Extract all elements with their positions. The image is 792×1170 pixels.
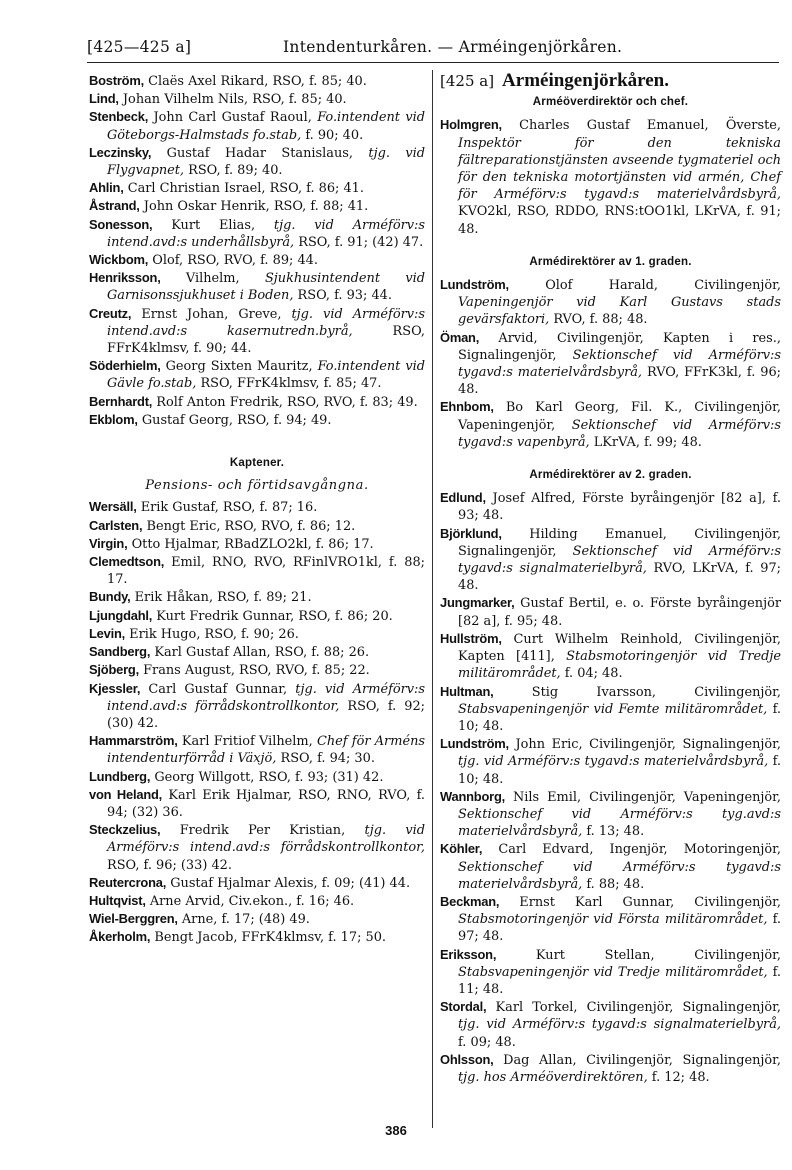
- entry-pre: Karl Erik Hjalmar, RSO, RNO, RVO, f. 94; (32) 36.: [107, 787, 426, 820]
- entry-pre: Karl Gustaf Allan, RSO, f. 88; 26.: [150, 645, 370, 661]
- spacer: [440, 451, 781, 463]
- entry-pre: Bengt Jacob, FFrK4klmsv, f. 17; 50.: [150, 930, 387, 946]
- entry-pre: Gustaf Bertil, e. o. Förste byråingenjör [82 a], f. 95; 48.: [458, 596, 781, 629]
- entry-name: Lundström,: [440, 736, 509, 752]
- entry-name: Hullström,: [440, 630, 502, 646]
- entry-name: Creutz,: [89, 305, 132, 321]
- entry-pre: Carl Gustaf Gunnar,: [140, 681, 296, 697]
- list-item: [440, 329, 781, 399]
- entry-name: Jungmarker,: [440, 595, 515, 611]
- entry-post: f. 11; 48.: [458, 964, 781, 997]
- section-subheading: Pensions- och förtidsavgångna.: [145, 478, 369, 494]
- entry-pre: Nils Emil, Civilingenjör, Vapeningenjör,: [505, 789, 781, 805]
- entry-pre: Gustaf Hjalmar Alexis, f. 09; (41) 44.: [166, 875, 411, 891]
- entry-name: Leczinsky,: [89, 144, 152, 160]
- list-item: [89, 144, 425, 179]
- entry-name: von Heland,: [89, 786, 163, 802]
- entry-name: Wiel-Berggren,: [89, 911, 178, 927]
- entry-name: Ahlin,: [89, 180, 124, 196]
- entry-name: Öman,: [440, 329, 480, 345]
- running-header: [87, 38, 777, 62]
- entry-pre: Bo Karl Georg, Fil. K., Civilingenjör, Vapeningenjör,: [458, 400, 781, 433]
- right-column: [440, 72, 781, 1086]
- list-item: [89, 108, 425, 143]
- entry-pre: Hilding Emanuel, Civilingenjör, Signalingenjör,: [458, 526, 781, 559]
- entry-post: f. 97; 48.: [458, 912, 781, 945]
- entry-name: Åkerholm,: [89, 929, 151, 945]
- entry-list: [89, 498, 425, 946]
- list-item: [89, 643, 425, 661]
- list-item: [89, 768, 425, 786]
- entry-title: tjg. vid Arméförv:s intend.avd:s förrådskontrollkontor,: [107, 823, 426, 856]
- entry-title: Stabsmotoringenjör vid Första militärområdet,: [458, 912, 768, 928]
- entry-name: Wannborg,: [440, 788, 506, 804]
- entry-pre: Erik Hugo, RSO, f. 90; 26.: [125, 626, 299, 642]
- entry-post: RSO, f. 93; 44.: [293, 288, 392, 304]
- entry-post: RSO, f. 89; 40.: [184, 163, 283, 179]
- list-item: [89, 661, 425, 679]
- entry-name: Söderhielm,: [89, 358, 161, 374]
- section-heading: Kaptener.: [229, 457, 285, 470]
- entry-name: Reutercrona,: [89, 874, 167, 890]
- list-item: [89, 411, 425, 429]
- entry-title: tjg. vid Arméförv:s tygavd:s materielvårdsbyrå,: [458, 754, 769, 770]
- list-item: [440, 946, 781, 999]
- entry-post: RSO, f. 92; (30) 42.: [107, 698, 425, 731]
- entry-name: Edlund,: [440, 490, 486, 506]
- entry-post: f. 10; 48.: [458, 754, 781, 787]
- entry-title: Sektionschef vid Arméförv:s tygavd:s materielvårdsbyrå,: [458, 347, 781, 381]
- entry-name: Lind,: [89, 91, 119, 107]
- entry-post: f. 12; 48.: [647, 1069, 710, 1085]
- entry-pre: Arvid, Civilingenjör, Kapten i res., Signalingenjör,: [458, 330, 781, 363]
- entry-post: f. 13; 48.: [582, 824, 645, 840]
- list-item: [440, 594, 781, 629]
- entry-post: RSO, f. 94; 30.: [276, 751, 375, 767]
- entry-pre: John Eric, Civilingenjör, Signalingenjör,: [508, 737, 781, 753]
- list-item: [89, 732, 425, 767]
- entry-pre: Josef Alfred, Förste byråingenjör [82 a], f. 93; 48.: [458, 491, 781, 524]
- entry-name: Hultman,: [440, 683, 494, 699]
- entry-pre: Bengt Eric, RSO, RVO, f. 86; 12.: [142, 518, 356, 534]
- section-name: Arméingenjörkåren.: [502, 70, 669, 91]
- entry-name: Clemedtson,: [89, 554, 165, 570]
- entry-pre: Gustaf Hadar Stanislaus,: [151, 145, 369, 161]
- list-item: [440, 893, 781, 946]
- entry-title: Sjukhusintendent vid Garnisonssjukhuset i Boden,: [107, 271, 425, 304]
- entry-title: Chef för Arméns intendenturförråd i Växjö,: [107, 734, 425, 767]
- entry-name: Holmgren,: [440, 117, 502, 133]
- list-item: [89, 553, 425, 588]
- entry-name: Virgin,: [89, 535, 128, 551]
- entry-title: tjg. vid Arméförv:s intend.avd:s kasernutredn.byrå,: [107, 306, 425, 339]
- entry-name: Eriksson,: [440, 946, 497, 962]
- entry-pre: John Oskar Henrik, RSO, f. 88; 41.: [139, 199, 369, 215]
- entry-name: Hammarström,: [89, 733, 178, 749]
- list-item: [89, 498, 425, 516]
- list-item: [89, 216, 425, 251]
- entry-pre: Georg Willgott, RSO, f. 93; (31) 42.: [150, 769, 384, 785]
- subsection-heading: Armédirektörer av 2. graden.: [529, 469, 692, 482]
- entry-post: f. 90; 40.: [301, 127, 364, 143]
- list-item: [440, 489, 781, 524]
- list-item: [440, 398, 781, 451]
- entry-title: Inspektör för den tekniska fältreparationstjänsten avseende tygmateriel och för den tekniska motortjänsten vid armén, Chef för Arméförv:s tygavd:s materielvårdsbyrå,: [458, 135, 781, 203]
- entry-title: Stabsvapeningenjör vid Tredje militärområdet,: [458, 964, 768, 980]
- list-item: [440, 276, 781, 329]
- entry-post: f. 09; 48.: [458, 1034, 516, 1050]
- list-item: [89, 535, 425, 553]
- list-item: [89, 357, 425, 392]
- entry-pre: Claës Axel Rikard, RSO, f. 85; 40.: [143, 74, 367, 89]
- entry-pre: Carl Christian Israel, RSO, f. 86; 41.: [123, 181, 364, 197]
- list-item: [440, 683, 781, 736]
- entry-pre: Otto Hjalmar, RBadZLO2kl, f. 86; 17.: [127, 536, 374, 552]
- list-item: [89, 588, 425, 606]
- entry-post: f. 10; 48.: [458, 701, 781, 734]
- entry-pre: Erik Gustaf, RSO, f. 87; 16.: [136, 500, 318, 516]
- list-item: [440, 1051, 781, 1086]
- entry-pre: Karl Fritiof Vilhelm,: [177, 734, 317, 750]
- entry-pre: Kurt Elias,: [152, 217, 274, 233]
- spacer: [89, 429, 425, 451]
- entry-title: tjg. hos Arméöverdirektören,: [458, 1069, 648, 1085]
- list-item: [440, 525, 781, 595]
- list-item: [89, 179, 425, 197]
- entry-pre: Gustaf Georg, RSO, f. 94; 49.: [137, 412, 332, 428]
- entry-pre: Erik Håkan, RSO, f. 89; 21.: [130, 590, 312, 606]
- header-rule: [87, 62, 779, 63]
- list-item: [89, 928, 425, 946]
- spacer: [440, 238, 781, 250]
- entry-post: RSO, f. 96; (33) 42.: [107, 857, 232, 873]
- list-item: [89, 625, 425, 643]
- entry-title: Sektionschef vid Arméförv:s tygavd:s signalmaterielbyrå,: [458, 543, 781, 577]
- entry-title: Stabsmotoringenjör vid Tredje militärområdet,: [458, 649, 781, 682]
- entry-pre: Olof, RSO, RVO, f. 89; 44.: [148, 253, 318, 269]
- entry-post: f. 88; 48.: [582, 876, 645, 892]
- entry-list: [89, 72, 425, 429]
- list-item: [89, 786, 425, 821]
- list-item: [440, 998, 781, 1051]
- entry-pre: Fredrik Per Kristian,: [160, 823, 365, 839]
- entry-title: Sektionschef vid Arméförv:s tyg.avd:s materielvårdsbyrå,: [458, 806, 781, 840]
- list-item: [89, 874, 425, 892]
- entry-name: Boström,: [89, 73, 144, 88]
- entry-title: Vapeningenjör vid Karl Gustavs stads gevärsfaktori,: [458, 295, 781, 328]
- entry-pre: Arne Arvid, Civ.ekon., f. 16; 46.: [145, 893, 355, 909]
- list-item: [89, 607, 425, 625]
- entry-post: KVO2kl, RSO, RDDO, RNS:tOO1kl, LKrVA, f. 91; 48.: [458, 204, 781, 237]
- section-code: [425 a]: [440, 72, 495, 90]
- entry-title: tjg. vid Arméförv:s intend.avd:s förrådskontrollkontor,: [107, 681, 426, 714]
- entry-pre: Vilhelm,: [160, 271, 265, 287]
- entry-pre: Rolf Anton Fredrik, RSO, RVO, f. 83; 49.: [152, 394, 418, 410]
- entry-post: RVO, f. 88; 48.: [549, 312, 648, 328]
- entry-title: Sektionschef vid Arméförv:s tygavd:s materielvårdsbyrå,: [458, 859, 781, 892]
- list-item: [89, 393, 425, 411]
- entry-name: Henriksson,: [89, 270, 161, 286]
- entry-title: Sektionschef vid Arméförv:s tygavd:s vapenbyrå,: [458, 417, 781, 450]
- list-item: [89, 892, 425, 910]
- entry-pre: Olof Harald, Civilingenjör,: [508, 278, 781, 294]
- entry-title: Stabsvapeningenjör vid Femte militärområdet,: [458, 701, 768, 717]
- header-page-code: [425—425 a]: [87, 38, 192, 56]
- entry-name: Sjöberg,: [89, 662, 139, 678]
- entry-post: f. 04; 48.: [560, 666, 623, 682]
- list-item: [440, 735, 781, 788]
- entry-name: Sandberg,: [89, 644, 151, 660]
- entry-pre: Ernst Karl Gunnar, Civilingenjör,: [499, 894, 781, 910]
- section-title: [440, 72, 781, 90]
- entry-pre: Emil, RNO, RVO, RFinlVRO1kl, f. 88; 17.: [107, 555, 425, 588]
- entry-name: Beckman,: [440, 893, 500, 909]
- entry-name: Ekblom,: [89, 411, 138, 427]
- entry-title: tjg. vid Flygvapnet,: [107, 145, 425, 179]
- entry-list: [440, 489, 781, 1086]
- entry-pre: Karl Torkel, Civilingenjör, Signalingenjör,: [486, 1000, 781, 1016]
- list-item: [440, 788, 781, 841]
- entry-name: Stordal,: [440, 999, 487, 1015]
- entry-name: Ehnbom,: [440, 399, 494, 415]
- list-item: [89, 197, 425, 215]
- entry-name: Köhler,: [440, 841, 483, 857]
- entry-pre: Frans August, RSO, RVO, f. 85; 22.: [138, 663, 370, 679]
- entry-pre: Georg Sixten Mauritz,: [160, 359, 318, 375]
- list-item: [89, 72, 425, 90]
- entry-name: Lundström,: [440, 277, 509, 293]
- entry-name: Wickbom,: [89, 252, 149, 268]
- entry-title: Fo.intendent vid Gävle fo.stab,: [107, 359, 425, 392]
- list-item: [89, 269, 425, 304]
- entry-name: Åstrand,: [89, 198, 140, 214]
- entry-name: Kjessler,: [89, 680, 141, 696]
- entry-post: RSO, f. 91; (42) 47.: [294, 234, 424, 250]
- entry-name: Hultqvist,: [89, 892, 146, 908]
- entry-post: RSO, FFrK4klmsv, f. 85; 47.: [196, 376, 382, 392]
- entry-name: Ljungdahl,: [89, 607, 153, 623]
- entry-post: LKrVA, f. 99; 48.: [589, 434, 702, 450]
- entry-name: Levin,: [89, 625, 126, 641]
- page-number: 386: [385, 1123, 407, 1138]
- entry-name: Sonesson,: [89, 216, 153, 232]
- entry-title: tjg. vid Arméförv:s intend.avd:s underhållsbyrå,: [107, 217, 425, 250]
- entry-name: Bernhardt,: [89, 393, 153, 409]
- entry-title: tjg. vid Arméförv:s tygavd:s signalmaterielbyrå,: [458, 1017, 781, 1033]
- list-item: [89, 517, 425, 535]
- entry-name: Björklund,: [440, 525, 502, 541]
- list-item: [440, 840, 781, 893]
- entry-list: [440, 116, 781, 237]
- entry-pre: Ernst Johan, Greve,: [131, 306, 292, 322]
- list-item: [89, 680, 425, 733]
- entry-post: RVO, FFrK3kl, f. 96; 48.: [458, 365, 781, 398]
- list-item: [89, 251, 425, 269]
- entry-post: RSO, FFrK4klmsv, f. 90; 44.: [107, 323, 425, 357]
- list-item: [89, 821, 425, 874]
- header-title: Intendenturkåren. — Arméingenjörkåren.: [283, 38, 623, 56]
- left-column: [89, 72, 425, 947]
- list-item: [440, 116, 781, 237]
- entry-pre: Johan Vilhelm Nils, RSO, f. 85; 40.: [118, 92, 347, 108]
- subsection-heading: Armédirektörer av 1. graden.: [529, 255, 692, 268]
- list-item: [89, 90, 425, 108]
- entry-name: Carlsten,: [89, 517, 143, 533]
- column-divider: [432, 70, 433, 1128]
- list-item: [89, 305, 425, 358]
- subsection-heading: Arméöverdirektör och chef.: [532, 96, 689, 109]
- entry-name: Wersäll,: [89, 499, 137, 515]
- entry-pre: Arne, f. 17; (48) 49.: [177, 912, 310, 928]
- entry-name: Bundy,: [89, 589, 131, 605]
- entry-title: Fo.intendent vid Göteborgs-Halmstads fo.stab,: [107, 110, 425, 143]
- entry-pre: Carl Edvard, Ingenjör, Motoringenjör,: [482, 842, 781, 858]
- entry-pre: Dag Allan, Civilingenjör, Signalingenjör,: [493, 1052, 781, 1068]
- entry-name: Ohlsson,: [440, 1051, 494, 1067]
- entry-pre: Kurt Fredrik Gunnar, RSO, f. 86; 20.: [152, 608, 393, 624]
- entry-name: Stenbeck,: [89, 109, 149, 125]
- entry-name: Steckzelius,: [89, 822, 161, 838]
- entry-pre: John Carl Gustaf Raoul,: [148, 110, 318, 126]
- list-item: [89, 910, 425, 928]
- entry-pre: Stig Ivarsson, Civilingenjör,: [493, 684, 781, 700]
- entry-name: Lundberg,: [89, 768, 151, 784]
- entry-pre: Charles Gustaf Emanuel, Överste,: [501, 118, 781, 134]
- entry-list: [440, 276, 781, 451]
- entry-pre: Curt Wilhelm Reinhold, Civilingenjör, Kapten [411],: [458, 631, 781, 665]
- list-item: [440, 630, 781, 683]
- entry-post: RVO, LKrVA, f. 97; 48.: [458, 561, 782, 594]
- entry-pre: Kurt Stellan, Civilingenjör,: [496, 947, 781, 963]
